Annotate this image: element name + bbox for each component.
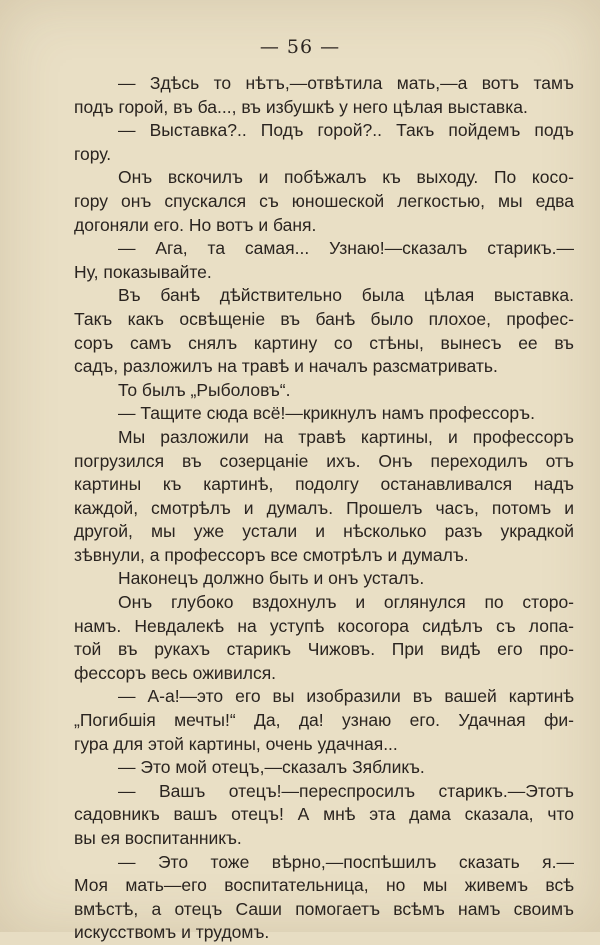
- text-line: той въ рукахъ старикъ Чижовъ. При видѣ его про-: [74, 639, 574, 660]
- text-line: — Тащите сюда всё!—крикнулъ намъ профессоръ.: [118, 403, 535, 424]
- text-line: Наконецъ должно быть и онъ усталъ.: [118, 568, 425, 589]
- text-line: подъ горой, въ ба..., въ избушкѣ у него цѣлая выставка.: [74, 96, 528, 117]
- text-line: гору онъ спускался съ юношеской легкостью, мы едва: [74, 190, 574, 211]
- text-line: фессоръ весь оживился.: [74, 662, 277, 683]
- text-line: каждой, смотрѣлъ и думалъ. Прошелъ часъ, потомъ и: [74, 497, 574, 518]
- text-line: Онъ глубоко вздохнулъ и оглянулся по сторо-: [118, 592, 574, 613]
- text-line: гура для этой картины, очень удачная...: [74, 733, 398, 754]
- text-line: Мы разложили на травѣ картины, и профессоръ: [118, 426, 574, 447]
- text-line: садъ, разложилъ на травѣ и началъ разсматривать.: [74, 356, 498, 377]
- text-line: вы ея воспитанникъ.: [74, 828, 242, 848]
- text-line: намъ. Невдалекѣ на уступѣ косогора сидѣлъ съ лопа-: [74, 615, 574, 636]
- text-line: Моя мать—его воспитательница, но мы живемъ всѣ: [74, 875, 574, 896]
- text-line: Такъ какъ освѣщеніе въ банѣ было плохое, профес-: [74, 308, 574, 329]
- text-line: — Это тоже вѣрно,—поспѣшилъ сказать я.—: [118, 851, 574, 872]
- text-line: искусствомъ и трудомъ.: [74, 922, 270, 943]
- text-line: зѣвнули, а профессоръ все смотрѣлъ и думалъ.: [74, 544, 469, 565]
- text-line: — Вашъ отецъ!—переспросилъ старикъ.—Этотъ: [118, 780, 574, 801]
- text-line: вмѣстѣ, а отецъ Саши помогаетъ всѣмъ намъ своимъ: [74, 898, 574, 919]
- text-line: Ну, показывайте.: [74, 261, 212, 282]
- text-line: садовникъ вашъ отецъ! А мнѣ эта дама сказала, что: [74, 804, 574, 825]
- text-line: соръ самъ снялъ картину со стѣны, вынесъ ее въ: [74, 332, 574, 353]
- text-line: картины къ картинѣ, подолгу останавливался надъ: [74, 474, 574, 495]
- text-line: погрузился въ созерцаніе ихъ. Онъ переходилъ отъ: [74, 450, 574, 471]
- text-line: гору.: [74, 143, 112, 164]
- text-line: — Здѣсь то нѣтъ,—отвѣтила мать,—а вотъ тамъ: [118, 73, 574, 93]
- text-line: Въ банѣ дѣйствительно была цѣлая выставка.: [118, 285, 574, 306]
- text-line: другой, мы уже устали и нѣсколько разъ украдкой: [74, 521, 574, 542]
- text-line: „Погибшія мечты!“ Да, да! узнаю его. Удачная фи-: [74, 710, 574, 731]
- text-line: То былъ „Рыболовъ“.: [118, 379, 291, 400]
- text-line: — Это мой отецъ,—сказалъ Зябликъ.: [118, 757, 425, 778]
- page-number: — 56 —: [259, 36, 341, 58]
- text-line: — А-а!—это его вы изобразили въ вашей картинѣ: [118, 686, 574, 707]
- text-line: Онъ вскочилъ и побѣжалъ къ выходу. По косо-: [118, 167, 574, 188]
- text-line: — Ага, та самая... Узнаю!—сказалъ старикъ.—: [118, 238, 574, 259]
- text-line: — Выставка?.. Подъ горой?.. Такъ пойдемъ подъ: [118, 120, 574, 141]
- body-text: [74, 72, 574, 945]
- text-line: догоняли его. Но вотъ и баня.: [74, 214, 317, 235]
